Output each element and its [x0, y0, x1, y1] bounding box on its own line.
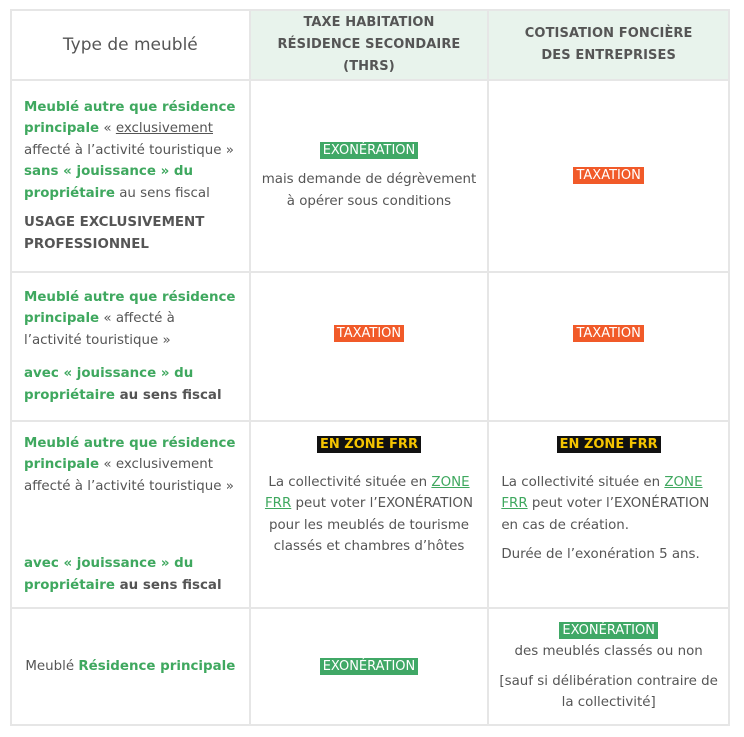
row1-type-underlined: exclusivement	[115, 121, 213, 137]
taxation-badge: TAXATION	[573, 325, 643, 342]
row1-sens-fiscal: au sens fiscal	[114, 185, 210, 201]
table-row-4	[11, 608, 729, 725]
exoneration-badge: EXONÉRATION	[559, 622, 658, 639]
row1-sans-jouissance: sans « jouissance » du propriétaire	[24, 164, 194, 201]
row1-thrs-cell	[250, 80, 489, 272]
zone-frr-badge: EN ZONE FRR	[557, 436, 661, 453]
row3-sens-fiscal: au sens fiscal	[114, 577, 222, 593]
row3-cfe-text-pre: La collectivité située en	[501, 474, 665, 490]
row4-cfe-cell	[488, 608, 729, 725]
row1-usage: USAGE EXCLUSIVEMENT PROFESSIONNEL	[24, 215, 205, 252]
header-type-meuble: Type de meublé	[11, 10, 250, 80]
row1-type-cell	[11, 80, 250, 272]
header-cfe	[488, 10, 729, 80]
row2-sens-fiscal: au sens fiscal	[114, 387, 222, 403]
row4-type-text: Meublé	[25, 658, 79, 674]
table-row-1	[11, 80, 729, 272]
row3-cfe-text-post: peut voter l’EXONÉRATION en cas de création.	[501, 496, 710, 533]
row2-avec-jouissance: avec « jouissance » du propriétaire	[24, 366, 194, 403]
row4-type-cell	[11, 608, 250, 725]
row3-cfe-cell	[488, 421, 729, 608]
row1-thrs-text: mais demande de dégrèvement à opérer sous conditions	[261, 172, 477, 209]
table-row-2	[11, 272, 729, 421]
row3-cfe-duree: Durée de l’exonération 5 ans.	[501, 547, 700, 562]
zone-frr-link[interactable]: ZONE FRR	[501, 474, 703, 511]
row3-thrs-cell	[250, 421, 489, 608]
exoneration-badge: EXONÉRATION	[320, 658, 419, 675]
row1-type-bold: Meublé autre que résidence principale	[24, 99, 236, 137]
zone-frr-badge: EN ZONE FRR	[317, 436, 421, 453]
taxation-badge: TAXATION	[573, 167, 643, 184]
row2-thrs-cell	[250, 272, 489, 421]
row4-cfe-note: [sauf si délibération contraire de la collectivité]	[499, 673, 718, 710]
row3-avec-jouissance: avec « jouissance » du propriétaire	[24, 556, 194, 593]
zone-frr-link[interactable]: ZONE FRR	[264, 474, 470, 511]
header-thrs	[250, 10, 489, 80]
table-row-3	[11, 421, 729, 608]
row4-cfe-text: des meublés classés ou non	[514, 644, 703, 659]
row2-type-text: « affecté à l’activité touristique »	[24, 311, 175, 348]
row4-residence-principale: Résidence principale	[78, 658, 236, 674]
row3-type-text: « exclusivement affecté à l’activité touristique »	[24, 457, 234, 494]
row2-cfe-cell	[488, 272, 729, 421]
header-thrs-label: TAXE HABITATION RÉSIDENCE SECONDAIRE (THRS)	[277, 15, 461, 74]
header-row	[11, 10, 729, 80]
row3-type-bold: Meublé autre que résidence principale	[24, 435, 236, 473]
row3-type-cell	[11, 421, 250, 608]
row1-cfe-cell	[488, 80, 729, 272]
exoneration-badge: EXONÉRATION	[320, 142, 419, 159]
row4-thrs-cell	[250, 608, 489, 725]
row1-type-text2: affecté à l’activité touristique »	[24, 142, 234, 158]
tax-comparison-table	[10, 9, 730, 726]
taxation-badge: TAXATION	[334, 325, 404, 342]
row2-type-bold: Meublé autre que résidence principale	[24, 289, 236, 327]
header-cfe-label: COTISATION FONCIÈRE DES ENTREPRISES	[524, 26, 693, 63]
row2-type-cell	[11, 272, 250, 421]
row3-thrs-text-pre: La collectivité située en	[268, 474, 432, 490]
row1-type-text: «	[99, 121, 116, 137]
row3-thrs-text-post: peut voter l’EXONÉRATION pour les meublés de tourisme classés et chambres d’hôtes	[268, 496, 473, 554]
